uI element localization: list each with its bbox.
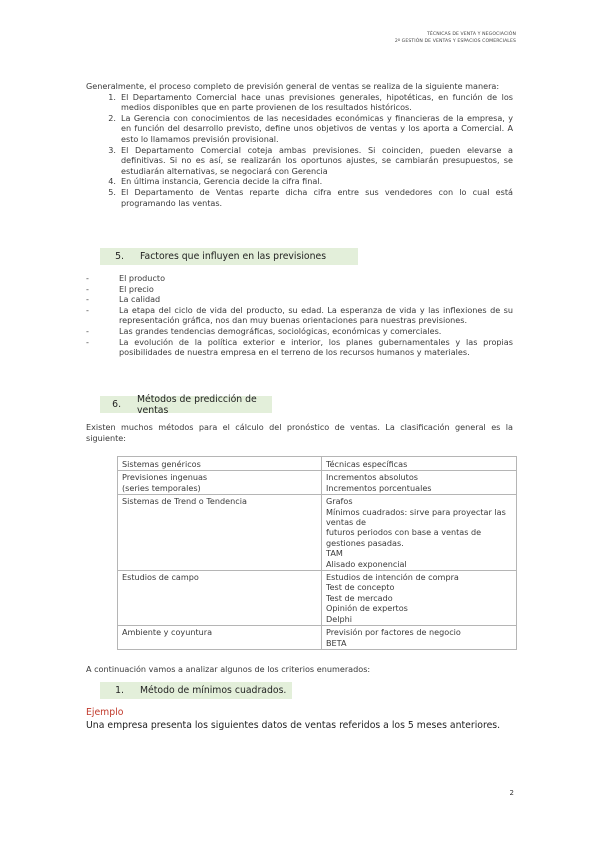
list-number: 3. <box>108 144 116 155</box>
list-item <box>86 176 513 187</box>
list-item <box>86 113 513 145</box>
methods-intro-paragraph: Existen muchos métodos para el cálculo del pronóstico de ventas. La clasificación general es la siguiente: <box>86 422 513 443</box>
analysis-intro-paragraph: A continuación vamos a analizar algunos de los criterios enumerados: <box>86 664 371 674</box>
cell-line: Incrementos porcentuales <box>326 482 432 493</box>
technique-cell <box>322 495 517 571</box>
subsection-number: 1. <box>115 685 124 696</box>
list-number: 2. <box>108 112 116 123</box>
list-item <box>86 284 513 295</box>
example-text: Una empresa presenta los siguientes datos de ventas referidos a los 5 meses anteriores. <box>86 720 501 731</box>
cell-line: Estudios de intención de compra <box>326 572 459 583</box>
column-header-techniques: Técnicas específicas <box>322 457 517 471</box>
list-item <box>86 187 513 208</box>
table-header-row <box>118 457 517 471</box>
table-row <box>118 571 517 626</box>
cell-line: Previsión por factores de negocio <box>326 627 461 638</box>
methods-intro-block <box>86 422 513 443</box>
example-label: Ejemplo <box>86 707 124 718</box>
table-row <box>118 495 517 571</box>
cell-line: Test de concepto <box>326 582 395 593</box>
technique-cell <box>322 626 517 650</box>
list-item <box>86 326 513 337</box>
list-item <box>86 92 513 113</box>
section-title: Factores que influyen en las previsiones <box>140 251 327 262</box>
section-title: Métodos de predicción de ventas <box>137 393 257 416</box>
cell-line: Previsiones ingenuas <box>122 472 208 483</box>
intro-paragraph: Generalmente, el proceso completo de previsión general de ventas se realiza de la siguiente manera: <box>86 81 500 91</box>
section-number: 6. <box>112 399 122 410</box>
subsection-heading-least-squares <box>100 682 292 699</box>
dash-bullet: - <box>86 304 89 315</box>
running-header <box>395 31 516 45</box>
analysis-intro-block <box>86 664 513 675</box>
dash-bullet: - <box>86 336 89 347</box>
dash-bullet: - <box>86 283 89 294</box>
cell-line: Alisado exponencial <box>326 558 407 569</box>
list-text: El Departamento de Ventas reparte dicha cifra entre sus vendedores con lo cual está programando las ventas. <box>121 186 513 208</box>
list-item <box>86 273 513 284</box>
cell-line: futuros periodos con base a ventas de gestiones pasadas. <box>326 527 482 548</box>
list-text: El Departamento Comercial coteja ambas previsiones. Si coinciden, pueden elevarse a definitivas. Si no es así, se realizarán los oportunos ajustes, se cambiarán presupuestos, se estudiarán alternativas, se negociará con Gerencia <box>121 144 513 176</box>
cell-line: BETA <box>326 637 347 648</box>
cell-line: Grafos <box>326 496 353 507</box>
section-heading-methods <box>100 393 272 416</box>
cell-line: Opinión de expertos <box>326 603 408 614</box>
system-cell <box>118 571 322 626</box>
list-text: En última instancia, Gerencia decide la cifra final. <box>121 176 323 187</box>
header-subject: TÉCNICAS DE VENTA Y NEGOCIACIÓN <box>427 32 516 37</box>
list-text: La evolución de la política exterior e interior, los planes gubernamentales y las propias posibilidades de nuestra empresa en el terreno de los recursos humanos y materiales. <box>119 336 513 358</box>
column-header-systems: Sistemas genéricos <box>118 457 322 471</box>
page-number: 2 <box>509 789 514 797</box>
factors-list <box>86 273 513 358</box>
dash-bullet: - <box>86 294 89 305</box>
cell-line: TAM <box>326 548 343 559</box>
cell-line: Incrementos absolutos <box>326 472 418 483</box>
list-text: El Departamento Comercial hace unas previsiones generales, hipotéticas, en función de los medios disponibles que en parte provienen de los resultados históricos. <box>121 91 513 113</box>
system-cell <box>118 626 322 650</box>
table-row <box>118 626 517 650</box>
list-text: La Gerencia con conocimientos de las necesidades económicas y financieras de la empresa, y en función del desarrollo previsto, define unos objetivos de ventas y los aporta a Comercial. A esto lo llamamos previsión provisional. <box>121 112 513 144</box>
factors-block <box>86 273 513 358</box>
section-heading-factors <box>100 248 358 265</box>
methods-table <box>117 456 517 650</box>
list-item <box>86 145 513 177</box>
cell-line: Test de mercado <box>326 592 393 603</box>
list-number: 4. <box>108 176 116 187</box>
subsection-title: Método de mínimos cuadrados. <box>140 685 287 696</box>
dash-bullet: - <box>86 273 89 283</box>
cell-line: Mínimos cuadrados: sirve para proyectar las ventas de <box>326 506 506 528</box>
list-text: La etapa del ciclo de vida del producto, su edad. La esperanza de vida y las inflexiones de su representación gráfica, nos dan muy buenas orientaciones para nuestras previsiones. <box>119 304 513 326</box>
list-number: 5. <box>108 186 116 197</box>
cell-line: Sistemas de Trend o Tendencia <box>122 496 247 507</box>
forecast-steps-list <box>86 92 513 209</box>
list-number: 1. <box>108 91 116 102</box>
system-cell <box>118 495 322 571</box>
cell-line: Ambiente y coyuntura <box>122 627 213 638</box>
section-number: 5. <box>115 251 124 262</box>
list-text: Las grandes tendencias demográficas, sociológicas, económicas y comerciales. <box>119 325 442 336</box>
list-text: El precio <box>119 283 154 294</box>
cell-line: Estudios de campo <box>122 572 199 583</box>
list-item <box>86 305 513 326</box>
list-item <box>86 294 513 305</box>
cell-line: Delphi <box>326 613 352 624</box>
intro-block <box>86 81 513 208</box>
table-row <box>118 471 517 495</box>
technique-cell <box>322 471 517 495</box>
cell-line: (series temporales) <box>122 482 201 493</box>
technique-cell <box>322 571 517 626</box>
system-cell <box>118 471 322 495</box>
dash-bullet: - <box>86 325 89 336</box>
header-course: 2º GESTIÓN DE VENTAS Y ESPACIOS COMERCIALES <box>394 39 516 44</box>
list-text: La calidad <box>119 294 161 305</box>
list-text: El producto <box>119 273 166 283</box>
list-item <box>86 337 513 358</box>
